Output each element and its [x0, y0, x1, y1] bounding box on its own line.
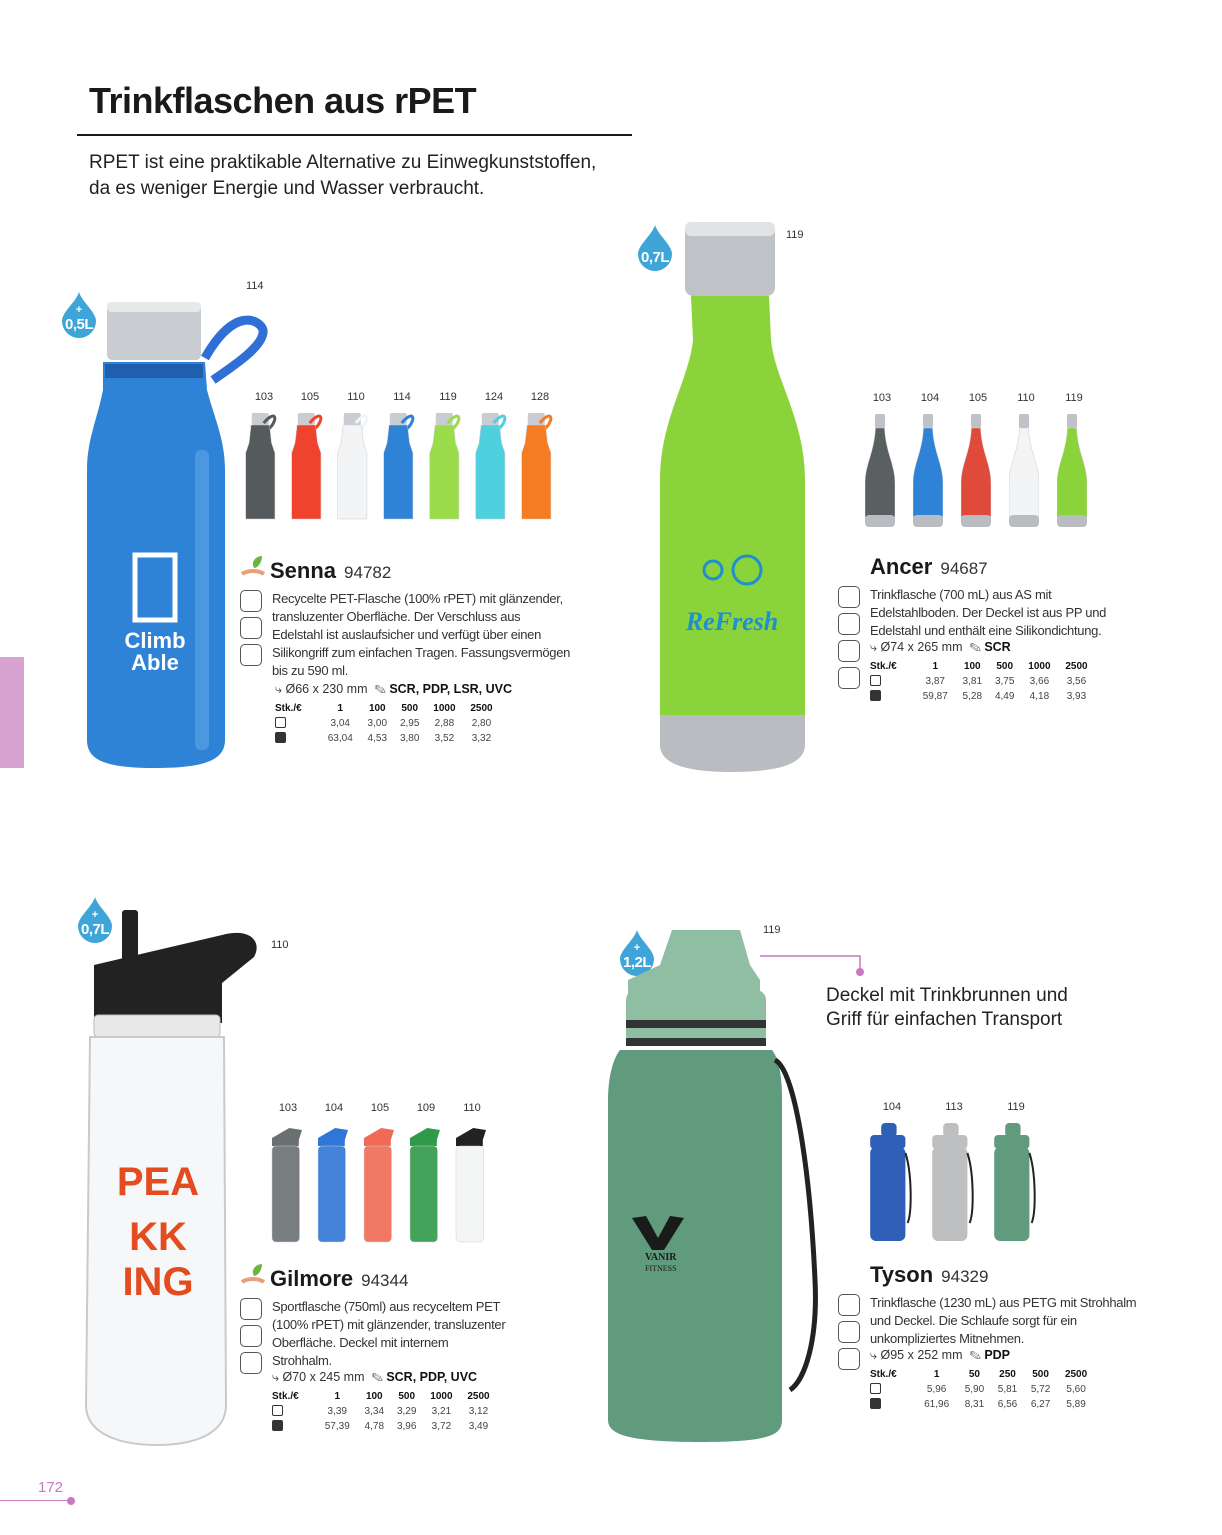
product-name: Gilmore — [270, 1266, 354, 1291]
hand-wash-icon — [838, 1348, 860, 1370]
co2-icon — [240, 1298, 262, 1320]
volume-drop-icon: + 1,2L — [620, 930, 654, 976]
color-variants — [868, 1101, 1058, 1246]
size-icon: ⤷ — [275, 682, 283, 696]
variant-bottle-thumbnail — [291, 413, 325, 523]
color-variants — [865, 392, 1115, 537]
leaf-icon — [240, 554, 270, 583]
variant-code: 105 — [968, 392, 988, 404]
page-number-line — [0, 1500, 70, 1501]
food-safe-icon — [838, 1321, 860, 1343]
hand-wash-icon — [240, 1352, 262, 1374]
section-tab — [0, 657, 24, 768]
variant-bottle-thumbnail — [865, 414, 895, 529]
price-table: Stk./€ 1 100 500 1000 2500 3,39 3,34 3,29 3,21 3,12 57,39 4,78 3,96 3,72 3,49 — [272, 1391, 490, 1432]
price-table: Stk./€ 1 50 250 500 2500 5,96 5,90 5,81 5,72 5,60 61,96 8,31 6,56 6,27 5,89 — [870, 1369, 1088, 1410]
print-icon: ✎ — [371, 1370, 383, 1384]
hand-wash-icon — [838, 640, 860, 662]
with-print-icon — [870, 1398, 881, 1409]
variant-bottle-thumbnail — [1057, 414, 1087, 529]
product-name: Senna — [270, 558, 337, 583]
variant-code: 114 — [393, 391, 411, 403]
variant-code: 110 — [1017, 392, 1035, 404]
print-icon: ✎ — [969, 1348, 981, 1362]
hand-wash-icon — [240, 644, 262, 666]
leaf-icon — [240, 1262, 270, 1291]
product-gilmore — [240, 1262, 580, 1434]
intro-text: RPET ist eine praktikable Alternative zu Einwegkunststoffen, da es weniger Energie und Wasser verbraucht. — [89, 152, 597, 199]
food-safe-icon — [838, 613, 860, 635]
variant-code: 110 — [347, 391, 365, 403]
variant-bottle-thumbnail — [362, 1124, 394, 1244]
page-number: 172 — [38, 1479, 64, 1496]
variant-code: 110 — [463, 1102, 481, 1114]
main-color-code: 119 — [786, 229, 804, 241]
bottle-print-line: ReFresh — [685, 607, 779, 636]
bottle-print-line: ING — [122, 1260, 194, 1304]
dishwasher-icon — [838, 667, 860, 689]
ancer-bottle-image — [655, 220, 810, 775]
title-divider — [77, 134, 632, 136]
food-safe-icon — [240, 1325, 262, 1347]
variant-code: 119 — [1065, 392, 1083, 404]
variant-bottle-thumbnail — [429, 413, 463, 523]
dimensions-row: ⤷ Ø95 x 252 mm ✎ PDP — [870, 1348, 1011, 1362]
variant-code: 104 — [920, 392, 940, 404]
variant-code: 104 — [324, 1102, 344, 1114]
no-print-icon — [272, 1405, 283, 1416]
variant-bottle-thumbnail — [913, 414, 943, 529]
with-print-icon — [870, 690, 881, 701]
co2-icon — [838, 586, 860, 608]
main-color-code: 119 — [763, 924, 781, 936]
no-print-icon — [870, 1383, 881, 1394]
price-table: Stk./€ 1 100 500 1000 2500 3,87 3,81 3,75 3,66 3,56 59,87 5,28 4,49 4,18 3,93 — [870, 661, 1088, 702]
product-description: Recycelte PET-Flasche (100% rPET) mit glänzender, transluzenter Oberfläche. Der Verschluss aus Edelstahl ist auslaufsicher und verfügt über einen Silikongriff zum einfachen Tragen. Fassungsvermögen bis zu 590 ml. — [272, 591, 571, 678]
product-code: 94687 — [940, 559, 988, 578]
no-print-icon — [275, 717, 286, 728]
variant-code: 119 — [1007, 1101, 1025, 1113]
bottle-print-line: Climb — [124, 628, 186, 653]
variant-code: 124 — [484, 391, 504, 403]
product-description: Trinkflasche (700 mL) aus AS mit Edelstahlboden. Der Deckel ist aus PP und Edelstahl und enthält eine Silikondichtung. — [870, 587, 1107, 638]
product-description: Trinkflasche (1230 mL) aus PETG mit Strohhalm und Deckel. Die Schlaufe sorgt für ein unkompliziertes Mitnehmen. — [870, 1295, 1137, 1346]
product-tyson — [838, 1262, 1178, 1412]
tyson-bottle-image — [600, 920, 830, 1445]
bottle-print-line: Able — [131, 650, 179, 675]
variant-bottle-thumbnail — [521, 413, 555, 523]
page-title: Trinkflaschen aus rPET — [89, 80, 477, 121]
main-color-code: 114 — [246, 280, 264, 292]
with-print-icon — [272, 1420, 283, 1431]
variant-bottle-thumbnail — [1009, 414, 1039, 529]
variant-bottle-thumbnail — [337, 413, 371, 523]
price-table: Stk./€ 1 100 500 1000 2500 3,04 3,00 2,95 2,88 2,80 63,04 4,53 3,80 3,52 3,32 — [275, 703, 493, 744]
color-variants — [245, 391, 575, 536]
dimensions-row: ⤷ Ø74 x 265 mm ✎ SCR — [870, 640, 1011, 654]
variant-bottle-thumbnail — [992, 1123, 1036, 1243]
variant-code: 104 — [882, 1101, 902, 1113]
size-icon: ⤷ — [870, 640, 878, 654]
variant-bottle-thumbnail — [383, 413, 417, 523]
product-code: 94782 — [344, 563, 392, 582]
variant-code: 105 — [300, 391, 320, 403]
variant-bottle-thumbnail — [868, 1123, 912, 1243]
bottle-print-line: FITNESS — [645, 1264, 677, 1273]
size-icon: ⤷ — [272, 1370, 280, 1384]
bottle-print-line: VANIR — [645, 1252, 677, 1263]
product-ancer — [838, 554, 1168, 704]
bottle-print-line: PEA — [116, 1160, 200, 1204]
variant-bottle-thumbnail — [454, 1124, 486, 1244]
feature-callout: Deckel mit Trinkbrunnen und Griff für einfachen Transport — [826, 985, 1068, 1030]
page-number-dot — [67, 1497, 75, 1505]
volume-drop-icon: + 0,5L — [62, 292, 96, 338]
variant-code: 103 — [254, 391, 274, 403]
volume-drop-icon: 0,7L — [638, 225, 672, 271]
variant-code: 119 — [439, 391, 457, 403]
size-icon: ⤷ — [870, 1348, 878, 1362]
variant-bottle-thumbnail — [475, 413, 509, 523]
color-variants — [270, 1102, 510, 1247]
product-description: Sportflasche (750ml) aus recyceltem PET (100% rPET) mit glänzender, transluzenter Oberfläche. Deckel mit internem Strohhalm. — [272, 1299, 506, 1368]
variant-bottle-thumbnail — [316, 1124, 348, 1244]
variant-code: 105 — [370, 1102, 390, 1114]
volume-drop-icon: + 0,7L — [78, 897, 112, 943]
variant-code: 128 — [530, 391, 550, 403]
product-code: 94344 — [361, 1271, 409, 1290]
with-print-icon — [275, 732, 286, 743]
variant-bottle-thumbnail — [270, 1124, 302, 1244]
variant-code: 103 — [872, 392, 892, 404]
variant-bottle-thumbnail — [961, 414, 991, 529]
variant-bottle-thumbnail — [930, 1123, 974, 1243]
variant-code: 109 — [416, 1102, 436, 1114]
co2-icon — [240, 590, 262, 612]
food-safe-icon — [240, 617, 262, 639]
variant-bottle-thumbnail — [408, 1124, 440, 1244]
variant-code: 103 — [278, 1102, 298, 1114]
variant-code: 113 — [945, 1101, 963, 1113]
dimensions-row: ⤷ Ø70 x 245 mm ✎ SCR, PDP, UVC — [272, 1370, 478, 1384]
no-print-icon — [870, 675, 881, 686]
main-color-code: 110 — [271, 939, 289, 951]
product-senna — [240, 554, 580, 746]
variant-bottle-thumbnail — [245, 413, 279, 523]
bottle-print-line: KK — [129, 1215, 187, 1259]
callout-connector — [760, 950, 870, 980]
co2-icon — [838, 1294, 860, 1316]
product-code: 94329 — [941, 1267, 989, 1286]
product-name: Ancer — [870, 554, 933, 579]
print-icon: ✎ — [374, 682, 386, 696]
product-name: Tyson — [870, 1262, 934, 1287]
dimensions-row: ⤷ Ø66 x 230 mm ✎ SCR, PDP, LSR, UVC — [275, 682, 513, 696]
print-icon: ✎ — [969, 640, 981, 654]
